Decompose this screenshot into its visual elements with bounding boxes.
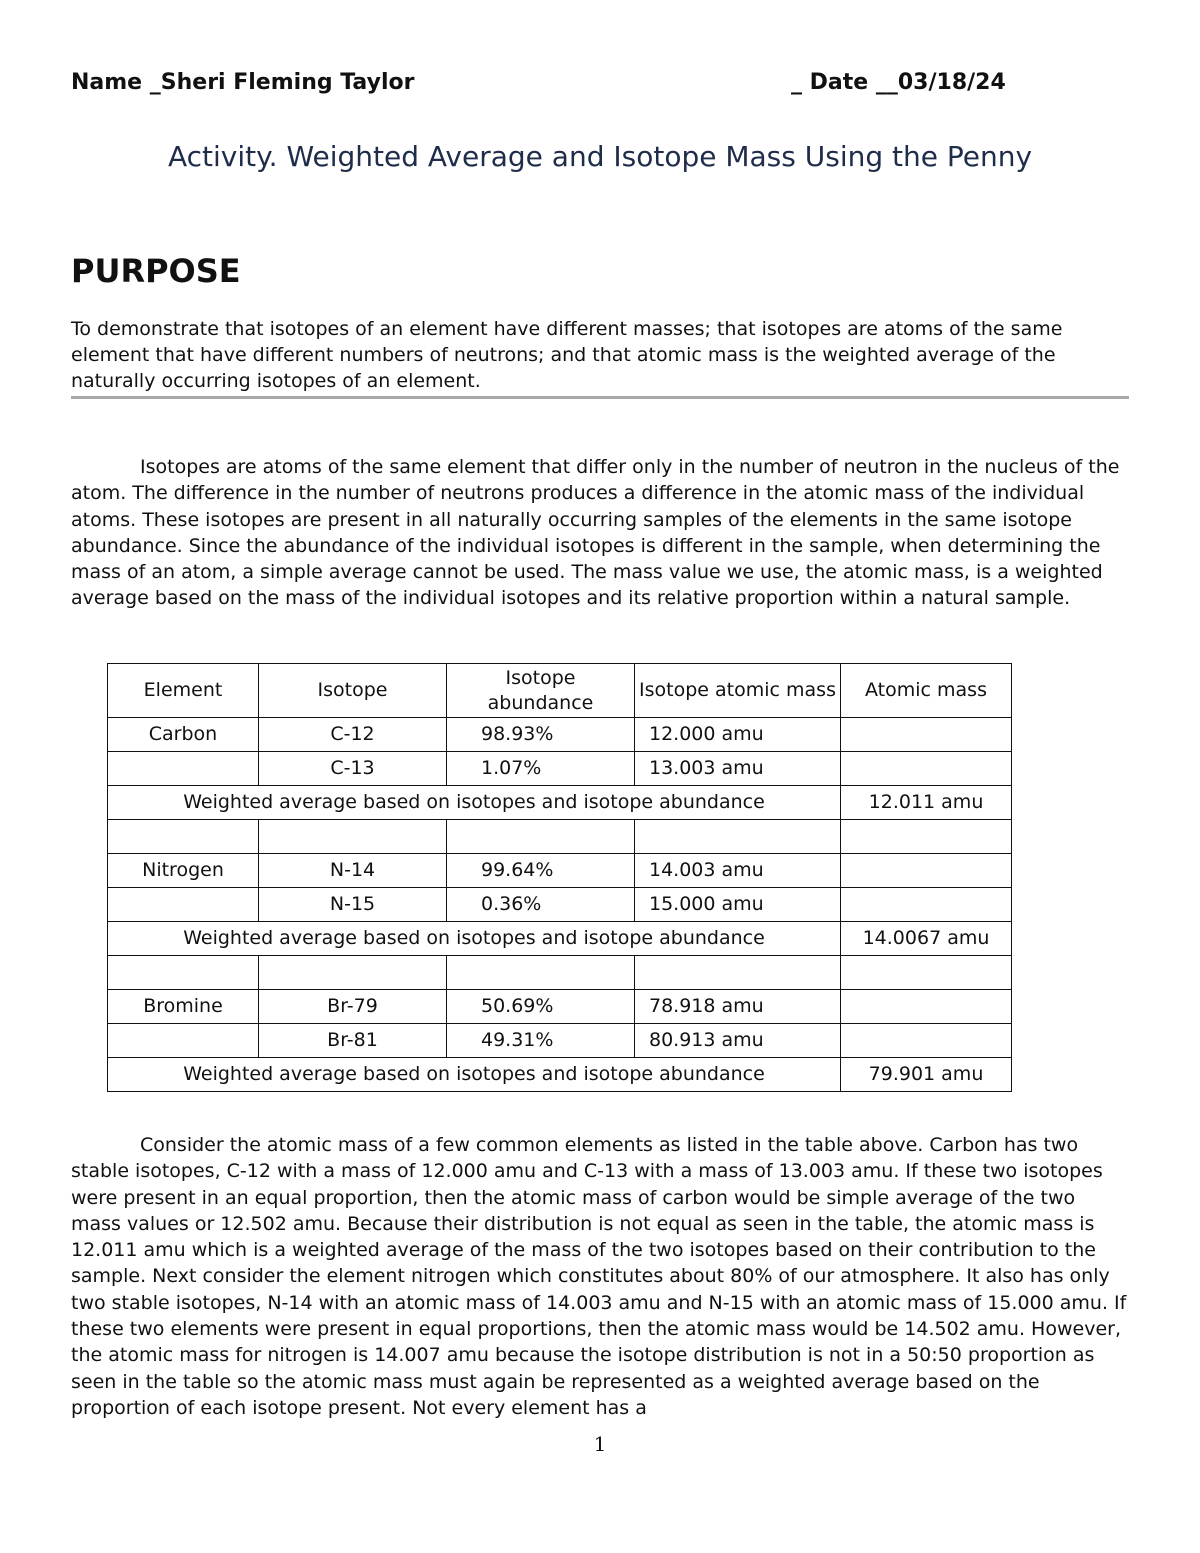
weighted-average-row	[108, 786, 1012, 820]
isotope-cell: Br-79	[259, 990, 447, 1024]
weighted-average-label: Weighted average based on isotopes and isotope abundance	[108, 1058, 841, 1092]
isotope-mass-cell: 78.918 amu	[635, 990, 841, 1024]
atomic-mass-cell	[841, 888, 1012, 922]
abundance-cell: 49.31%	[447, 1024, 635, 1058]
isotope-mass-cell: 15.000 amu	[635, 888, 841, 922]
isotope-cell: C-12	[259, 718, 447, 752]
element-cell: Nitrogen	[108, 854, 259, 888]
isotope-mass-cell: 12.000 amu	[635, 718, 841, 752]
isotope-table	[107, 663, 1012, 1092]
abundance-cell: 99.64%	[447, 854, 635, 888]
table-header-row	[108, 664, 1012, 718]
element-cell: Carbon	[108, 718, 259, 752]
weighted-average-row	[108, 1058, 1012, 1092]
date-line: _ Date __03/18/24	[791, 70, 1006, 95]
empty-row	[108, 956, 1012, 990]
element-cell: Bromine	[108, 990, 259, 1024]
header-row	[71, 70, 1129, 102]
element-cell	[108, 752, 259, 786]
isotope-mass-cell: 80.913 amu	[635, 1024, 841, 1058]
discussion-paragraph: Consider the atomic mass of a few common elements as listed in the table above. Carbon has two stable isotopes, C-12 with a mass of 12.000 amu and C-13 with a mass of 13.003 amu. If these two isotopes were present in an equal proportion, then the atomic mass of carbon would be simple average of the two mass values or 12.502 amu. Because their distribution is not equal as seen in the table, the atomic mass is 12.011 amu which is a weighted average of the mass of the two isotopes based on their contribution to the sample. Next consider the element nitrogen which constitutes about 80% of our atmosphere. It also has only two stable isotopes, N-14 with an atomic mass of 14.003 amu and N-15 with an atomic mass of 15.000 amu. If these two elements were present in equal proportions, then the atomic mass would be 14.502 amu. However, the atomic mass for nitrogen is 14.007 amu because the isotope distribution is not in a 50:50 proportion as seen in the table so the atomic mass must again be represented as a weighted average based on the proportion of each isotope present. Not every element has a	[71, 1134, 1127, 1419]
atomic-mass-value: 14.0067 amu	[841, 922, 1012, 956]
intro-paragraph: Isotopes are atoms of the same element that differ only in the number of neutron in the nucleus of the atom. The difference in the number of neutrons produces a difference in the atomic mass of the individual atoms. These isotopes are present in all naturally occurring samples of the elements in the same isotope abundance. Since the abundance of the individual isotopes is different in the sample, when determining the mass of an atom, a simple average cannot be used. The mass value we use, the atomic mass, is a weighted average based on the mass of the individual isotopes and its relative proportion within a natural sample.	[71, 456, 1120, 610]
isotope-cell: C-13	[259, 752, 447, 786]
abundance-cell: 50.69%	[447, 990, 635, 1024]
table-row	[108, 1024, 1012, 1058]
table-row	[108, 990, 1012, 1024]
table-row	[108, 854, 1012, 888]
table-row	[108, 718, 1012, 752]
atomic-mass-value: 12.011 amu	[841, 786, 1012, 820]
header-cell-isotope: Isotope	[259, 664, 447, 718]
atomic-mass-cell	[841, 854, 1012, 888]
page-number: 1	[593, 1432, 607, 1456]
horizontal-rule	[71, 396, 1129, 399]
element-cell	[108, 888, 259, 922]
atomic-mass-cell	[841, 990, 1012, 1024]
atomic-mass-cell	[841, 718, 1012, 752]
isotope-cell: N-15	[259, 888, 447, 922]
empty-row	[108, 820, 1012, 854]
isotope-cell: Br-81	[259, 1024, 447, 1058]
weighted-average-label: Weighted average based on isotopes and isotope abundance	[108, 786, 841, 820]
atomic-mass-cell	[841, 752, 1012, 786]
isotope-cell: N-14	[259, 854, 447, 888]
table-row	[108, 752, 1012, 786]
header-cell-abundance: Isotope abundance	[447, 664, 635, 718]
abundance-cell: 98.93%	[447, 718, 635, 752]
document-title: Activity. Weighted Average and Isotope Mass Using the Penny	[167, 140, 1033, 173]
purpose-text: To demonstrate that isotopes of an element have different masses; that isotopes are atoms of the same element that have different numbers of neutrons; and that atomic mass is the weighted average of the naturally occurring isotopes of an element.	[71, 318, 1063, 392]
table-row	[108, 888, 1012, 922]
atomic-mass-cell	[841, 1024, 1012, 1058]
atomic-mass-value: 79.901 amu	[841, 1058, 1012, 1092]
abundance-cell: 1.07%	[447, 752, 635, 786]
weighted-average-label: Weighted average based on isotopes and isotope abundance	[108, 922, 841, 956]
header-cell-atomic-mass: Atomic mass	[841, 664, 1012, 718]
element-cell	[108, 1024, 259, 1058]
name-line: Name _Sheri Fleming Taylor	[71, 70, 415, 95]
purpose-heading: PURPOSE	[71, 252, 241, 290]
isotope-mass-cell: 14.003 amu	[635, 854, 841, 888]
weighted-average-row	[108, 922, 1012, 956]
isotope-mass-cell: 13.003 amu	[635, 752, 841, 786]
header-cell-element: Element	[108, 664, 259, 718]
abundance-cell: 0.36%	[447, 888, 635, 922]
header-cell-isotope-mass: Isotope atomic mass	[635, 664, 841, 718]
